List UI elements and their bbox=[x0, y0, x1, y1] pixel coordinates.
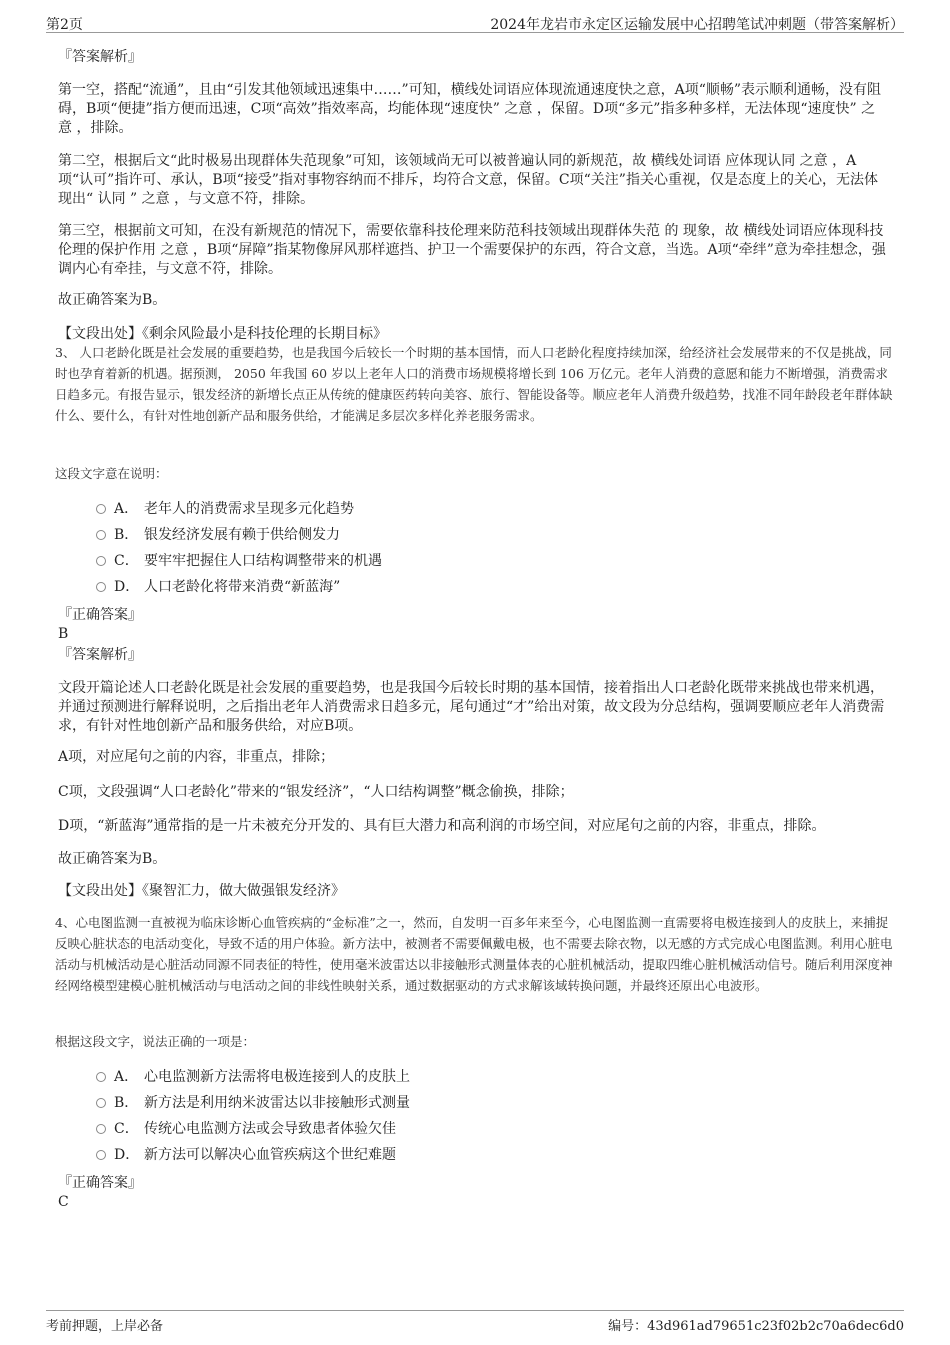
radio-icon[interactable] bbox=[96, 1124, 106, 1134]
answer-label: 『正确答案』 bbox=[58, 607, 142, 623]
document-title: 2024年龙岩市永定区运输发展中心招聘笔试冲刺题（带答案解析） bbox=[490, 17, 904, 33]
radio-icon[interactable] bbox=[96, 1098, 106, 1108]
passage-source: 【文段出处】《剩余风险最小是科技伦理的长期目标》 bbox=[58, 326, 387, 342]
analysis-label: 『答案解析』 bbox=[58, 49, 142, 65]
question-3-stem: 3、 人口老龄化既是社会发展的重要趋势，也是我国今后较长一个时期的基本国情，而人口老龄化程度持续加深，给经济社会发展带来的不仅是挑战，同时也孕育着新的机遇。据预测， 2050 年我国 60 岁以上老年人口的消费市场规模将增长到 106 万亿元。老年人消费的意愿和能力不断增强，消费需求日趋多元。有报告显示，银发经济的新增长点正从传统的健康医药转向美容、旅行、智能设备等。顺应老年人消费升级趋势，找准不同年龄段老年群体缺什么、要什么，有针对性地创新产品和服务供给，才能满足多层次多样化养老服务需求。 bbox=[55, 345, 893, 423]
answer-value: C bbox=[58, 1194, 69, 1210]
option-c[interactable]: C． 传统心电监测方法或会导致患者体验欠佳 bbox=[96, 1120, 396, 1138]
question-4-prompt: 根据这段文字，说法正确的一项是： bbox=[55, 1034, 256, 1049]
radio-icon[interactable] bbox=[96, 530, 106, 540]
analysis-blank3: 第三空，根据前文可知，在没有新规范的情况下，需要依靠科技伦理来防范科技领域出现群体失范 的 现象，故 横线处词语应体现科技伦理的保护作用 之意 ，B项“屏障”指某物像屏风那样遮挡、护卫一个需要保护的东西，符合文意，当选。A项“牵绊”意为牵挂想念，强调内心有牵挂，与文意不符，排除。 bbox=[58, 223, 886, 277]
analysis-note-c: C项，文段强调“人口老龄化”带来的“银发经济”，“人口结构调整”概念偷换，排除； bbox=[58, 784, 574, 800]
conclusion: 故正确答案为B。 bbox=[58, 292, 167, 308]
answer-label: 『正确答案』 bbox=[58, 1175, 142, 1191]
radio-icon[interactable] bbox=[96, 582, 106, 592]
option-b[interactable]: B． 新方法是利用纳米波雷达以非接触形式测量 bbox=[96, 1094, 410, 1112]
answer-value: B bbox=[58, 626, 69, 642]
document-id: 编号：43d961ad79651c23f02b2c70a6dec6d0 bbox=[608, 1319, 904, 1334]
radio-icon[interactable] bbox=[96, 556, 106, 566]
option-c[interactable]: C． 要牢牢把握住人口结构调整带来的机遇 bbox=[96, 552, 382, 570]
analysis-blank2: 第二空，根据后文“此时极易出现群体失范现象”可知，该领域尚无可以被普遍认同的新规范，故 横线处词语 应体现认同 之意 ，A项“认可”指许可、承认，B项“接受”指对事物容纳而不排斥，均符合文意，保留。C项“关注”指关心重视，仅是态度上的关心，无法体现出“ 认同 ” 之意 ，与文意不符，排除。 bbox=[58, 153, 878, 207]
passage-source: 【文段出处】《聚智汇力，做大做强银发经济》 bbox=[58, 883, 345, 899]
question-4-stem: 4、心电图监测一直被视为临床诊断心血管疾病的“金标准”之一，然而，自发明一百多年来至今，心电图监测一直需要将电极连接到人的皮肤上，来捕捉反映心脏状态的电活动变化，导致不适的用户体验。新方法中，被测者不需要佩戴电极，也不需要去除衣物，以无感的方式完成心电图监测。利用心脏电活动与机械活动是心脏活动同源不同表征的特性，使用毫米波雷达以非接触形式测量体表的心脏机械活动，提取四维心脏机械活动信号。随后利用深度神经网络模型建模心脏机械活动与电活动之间的非线性映射关系，通过数据驱动的方式求解该域转换问题，并最终还原出心电波形。 bbox=[55, 915, 893, 993]
option-d[interactable]: D． 人口老龄化将带来消费“新蓝海” bbox=[96, 578, 340, 596]
question-3-prompt: 这段文字意在说明： bbox=[55, 466, 168, 481]
footer-slogan: 考前押题，上岸必备 bbox=[46, 1319, 164, 1334]
option-b[interactable]: B． 银发经济发展有赖于供给侧发力 bbox=[96, 526, 340, 544]
page-number: 第2页 bbox=[46, 17, 83, 33]
radio-icon[interactable] bbox=[96, 1150, 106, 1160]
analysis-text: 文段开篇论述人口老龄化既是社会发展的重要趋势，也是我国今后较长时期的基本国情，接着指出人口老龄化既带来挑战也带来机遇，并通过预测进行解释说明，之后指出老年人消费需求日趋多元，尾句通过“才”给出对策，故文段为分总结构，强调要顺应老年人消费需求，有针对性地创新产品和服务供给，对应B项。 bbox=[58, 680, 885, 734]
analysis-blank1: 第一空，搭配“流通”，且由“引发其他领域迅速集中……”可知，横线处词语应体现流通速度快之意，A项“顺畅”表示顺利通畅，没有阻碍，B项“便捷”指方便而迅速，C项“高效”指效率高，均能体现“速度快” 之意 ，保留。D项“多元”指多种多样，无法体现“速度快” 之意 ，排除。 bbox=[58, 82, 882, 136]
conclusion: 故正确答案为B。 bbox=[58, 851, 167, 867]
radio-icon[interactable] bbox=[96, 504, 106, 514]
option-d[interactable]: D． 新方法可以解决心血管疾病这个世纪难题 bbox=[96, 1146, 396, 1164]
page-header bbox=[46, 12, 904, 33]
option-a[interactable]: A． 心电监测新方法需将电极连接到人的皮肤上 bbox=[96, 1068, 410, 1086]
page-footer bbox=[46, 1310, 904, 1334]
option-a[interactable]: A． 老年人的消费需求呈现多元化趋势 bbox=[96, 500, 354, 518]
analysis-note-d: D项，“新蓝海”通常指的是一片未被充分开发的、具有巨大潜力和高利润的市场空间，对应尾句之前的内容，非重点，排除。 bbox=[58, 818, 826, 834]
analysis-note-a: A项，对应尾句之前的内容，非重点，排除； bbox=[58, 749, 335, 765]
analysis-label: 『答案解析』 bbox=[58, 647, 142, 663]
radio-icon[interactable] bbox=[96, 1072, 106, 1082]
